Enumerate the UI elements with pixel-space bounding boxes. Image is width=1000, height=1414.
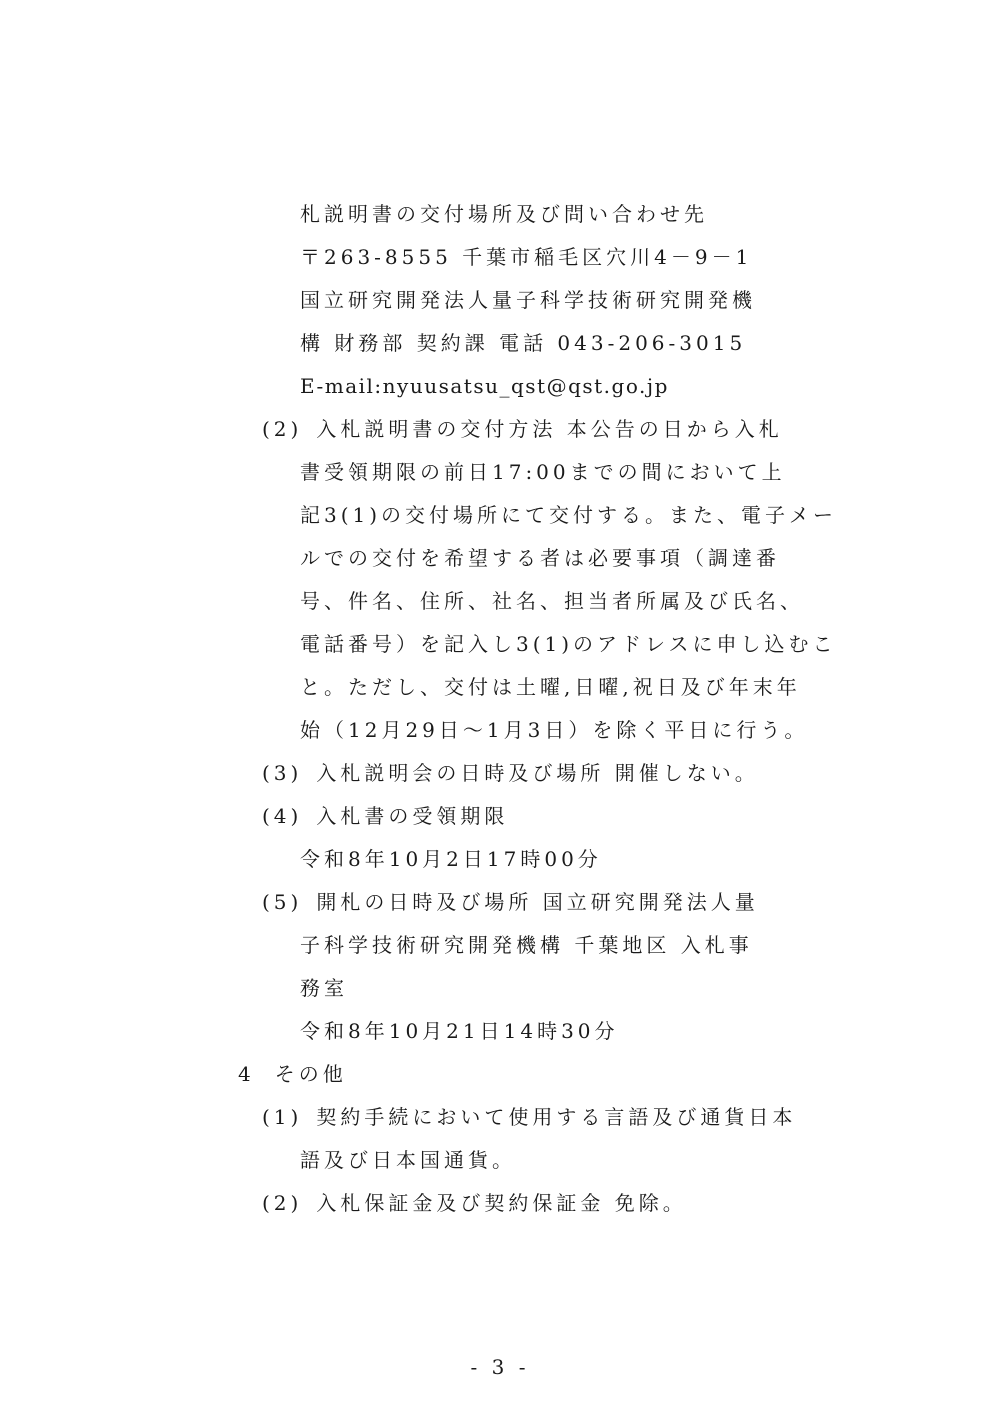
text-line: と。ただし、交付は土曜,日曜,祝日及び年末年: [300, 675, 801, 699]
item-label: (2): [262, 417, 303, 441]
item-text: 契約手続において使用する言語及び通貨日本: [316, 1105, 797, 1129]
text-line: 札説明書の交付場所及び問い合わせ先: [300, 202, 708, 226]
text-line: 語及び日本国通貨。: [300, 1148, 516, 1172]
section-heading: [238, 1061, 347, 1087]
text-line: 令和8年10月21日14時30分: [300, 1019, 619, 1043]
section-number: 4: [238, 1062, 255, 1086]
list-item: [262, 1104, 796, 1130]
text-line: 国立研究開発法人量子科学技術研究開発機: [300, 288, 756, 312]
list-item: [262, 889, 759, 915]
item-text: 入札書の受領期限: [316, 804, 509, 828]
text-line: 〒263-8555 千葉市稲毛区穴川4－9－1: [300, 245, 753, 269]
text-line: ルでの交付を希望する者は必要事項（調達番: [300, 546, 780, 570]
item-text: 入札保証金及び契約保証金 免除。: [316, 1191, 687, 1215]
text-line: 電話番号）を記入し3(1)のアドレスに申し込むこ: [300, 632, 837, 656]
text-line: 子科学技術研究開発機構 千葉地区 入札事: [300, 933, 753, 957]
item-label: (2): [262, 1191, 303, 1215]
page-number: - 3 -: [470, 1355, 530, 1379]
text-line: 号、件名、住所、社名、担当者所属及び氏名、: [300, 589, 804, 613]
item-label: (4): [262, 804, 303, 828]
text-line: 始（12月29日～1月3日）を除く平日に行う。: [300, 718, 809, 742]
item-text: 入札説明書の交付方法 本公告の日から入札: [316, 417, 783, 441]
section-title: その他: [274, 1062, 347, 1086]
text-line: 務室: [300, 976, 348, 1000]
email-line: E-mail:nyuusatsu_qst@qst.go.jp: [300, 374, 669, 398]
list-item: [262, 760, 759, 786]
list-item: [262, 1190, 687, 1216]
item-text: 入札説明会の日時及び場所 開催しない。: [316, 761, 759, 785]
list-item: [262, 803, 508, 829]
item-label: (3): [262, 761, 303, 785]
list-item: [262, 416, 783, 442]
text-line: 令和8年10月2日17時00分: [300, 847, 602, 871]
text-line: 書受領期限の前日17:00までの間において上: [300, 460, 786, 484]
text-line: 構 財務部 契約課 電話 043-206-3015: [300, 331, 747, 355]
item-label: (1): [262, 1105, 303, 1129]
item-label: (5): [262, 890, 303, 914]
text-line: 記3(1)の交付場所にて交付する。また、電子メー: [300, 503, 838, 527]
item-text: 開札の日時及び場所 国立研究開発法人量: [316, 890, 759, 914]
